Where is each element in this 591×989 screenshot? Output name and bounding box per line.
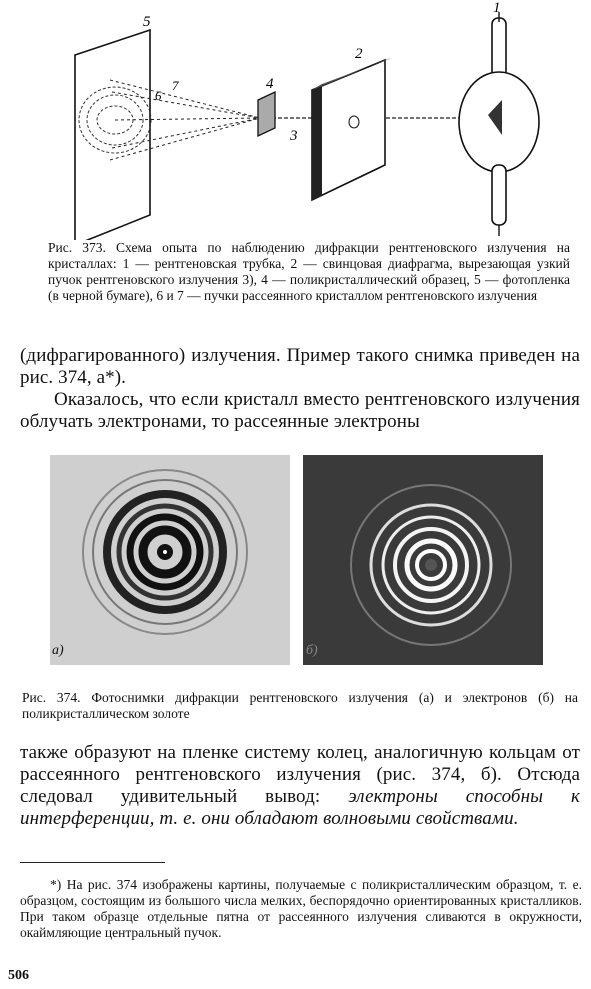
- paragraph-3: [20, 742, 580, 830]
- photo-b-label: б): [306, 643, 318, 658]
- crystal-sample: [258, 92, 275, 136]
- footnote-divider: [20, 862, 165, 863]
- figure-374-caption: Рис. 374. Фотоснимки дифракции рентгеновского излучения (а) и электронов (б) на поликристаллическом золоте: [22, 690, 578, 721]
- paragraph-1: (дифрагированного) излучения. Пример такого снимка приведен на рис. 374, а*).: [20, 345, 580, 388]
- photo-xray-diffraction: [50, 455, 290, 665]
- figure-373-diagram: [40, 0, 560, 240]
- label-1: 1: [493, 0, 501, 16]
- label-2: 2: [355, 46, 363, 62]
- page-number: 506: [8, 968, 29, 983]
- lead-diaphragm: [312, 60, 385, 200]
- photo-electron-diffraction: [303, 455, 543, 665]
- label-5: 5: [143, 14, 151, 30]
- label-3: 3: [290, 128, 298, 144]
- figure-373-caption: Рис. 373. Схема опыта по наблюдению дифракции рентгеновского излучения на кристаллах: 1 — рентгеновская трубка, 2 — свинцовая диафрагма, вырезающая узкий пучок рентгеновского излучения 3), 4 — поликристаллический образец, 5 — фотопленка (в черной бумаге), 6 и 7 — пучки рассеянного кристаллом рентгеновского излучения: [48, 240, 570, 303]
- label-4: 4: [266, 76, 274, 92]
- label-7: 7: [172, 78, 179, 93]
- photo-a-label: а): [52, 643, 64, 658]
- paragraph-3-italic: электроны способны к интерференции, т. е. они обладают волновыми свойствами.: [20, 786, 580, 829]
- paragraph-3-plain: также образуют на пленке систему колец, аналогичную кольцам от рассеянного рентгеновского излучения (рис. 374, б). Отсюда следовал удивительный вывод:: [20, 742, 580, 807]
- paragraph-2: Оказалось, что если кристалл вместо рентгеновского излучения облучать электронами, то рассеянные электроны: [20, 389, 580, 432]
- footnote: *) На рис. 374 изображены картины, получаемые с поликристаллическим образцом, т. е. образцом, состоящим из большого числа мелких, беспорядочно ориентированных кристалликов. При таком образце отдельные пятна от рассеянного излучения сливаются в окружности, окаймляющие центральный пучок.: [20, 877, 582, 940]
- photo-film-screen: [75, 30, 150, 240]
- label-6: 6: [155, 88, 162, 103]
